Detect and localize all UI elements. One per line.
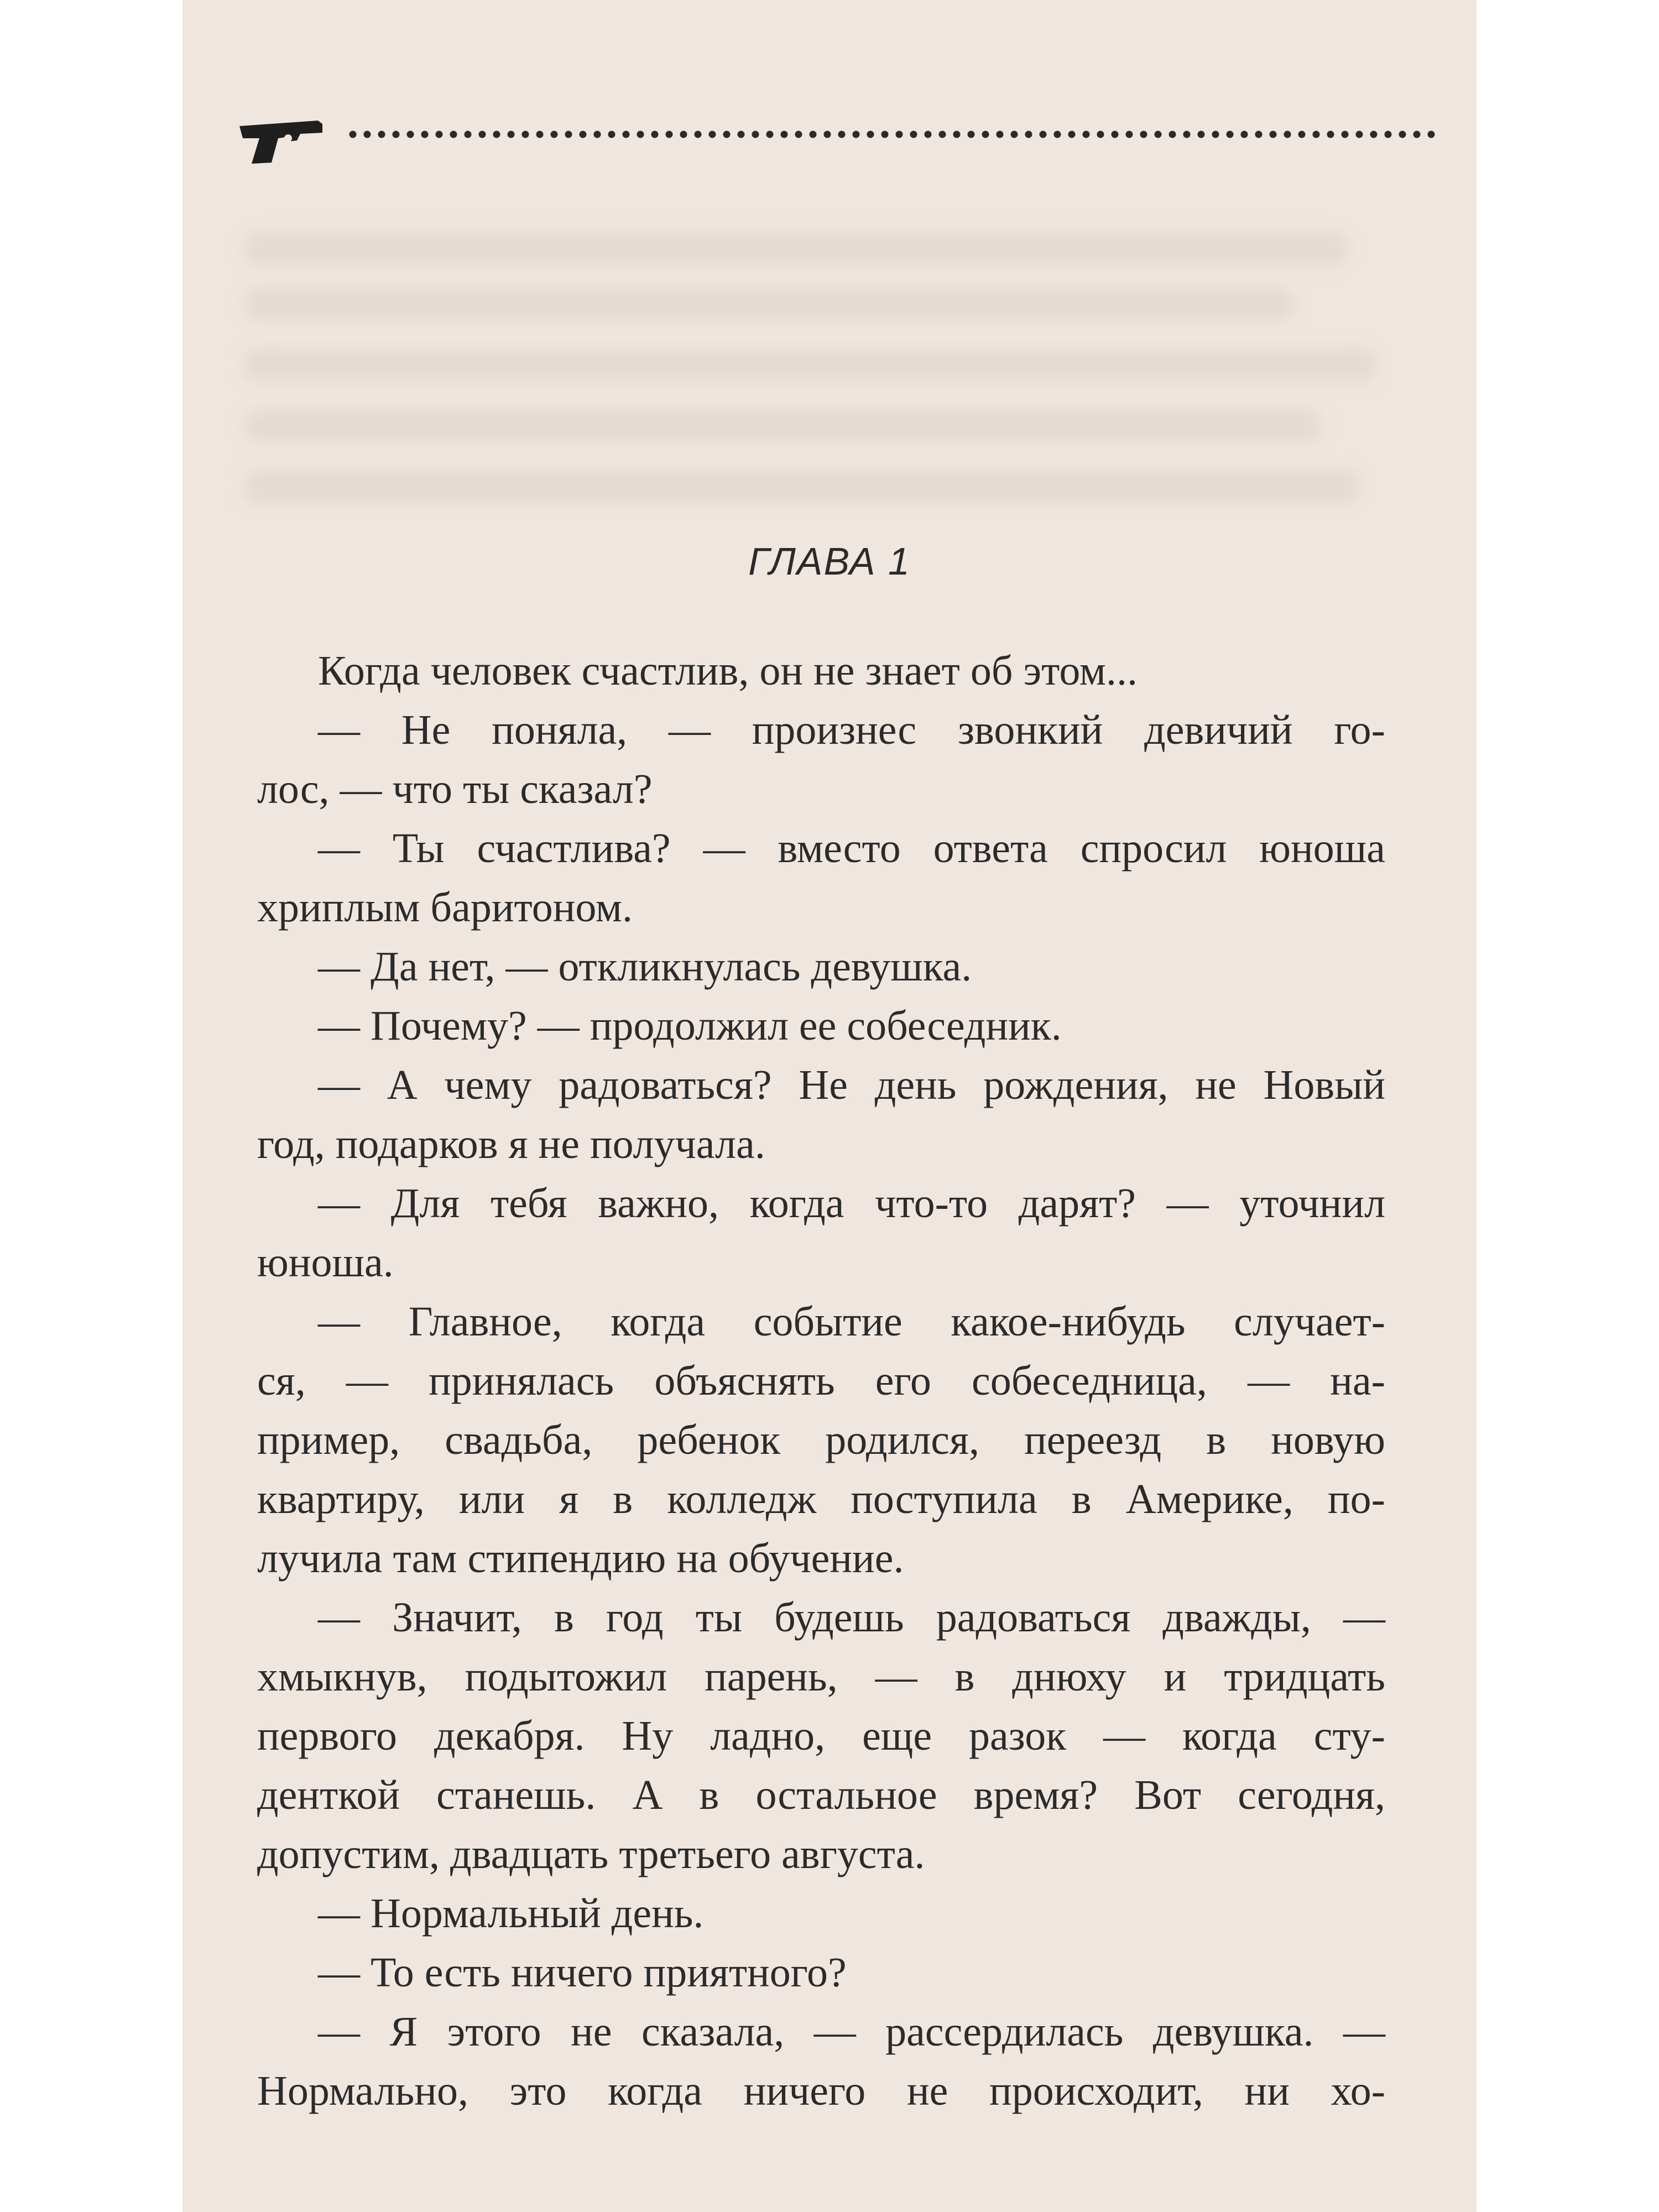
text-line: — Главное, когда событие какое-нибудь случает- xyxy=(318,1298,1385,1345)
text-line: пример, свадьба, ребенок родился, переезд в новую xyxy=(257,1417,1385,1463)
text-line: — Да нет, — откликнулась девушка. xyxy=(318,943,972,990)
text-line: — То есть ничего приятного? xyxy=(318,1949,847,1996)
revolver-icon xyxy=(235,116,329,166)
text-line: хмыкнув, подытожил парень, — в днюху и тридцать xyxy=(257,1653,1385,1700)
show-through-shadow xyxy=(243,232,1349,265)
text-line: квартиру, или я в колледж поступила в Америке, по- xyxy=(257,1476,1385,1522)
text-line: денткой станешь. А в остальное время? Вот сегодня, xyxy=(257,1772,1385,1818)
header-ornament xyxy=(235,111,1441,160)
text-line: — Ты счастлива? — вместо ответа спросил юноша xyxy=(318,825,1385,872)
show-through-shadow xyxy=(243,288,1294,321)
text-line: лос, — что ты сказал? xyxy=(257,766,653,812)
text-line: год, подарков я не получала. xyxy=(257,1121,765,1167)
text-line: — А чему радоваться? Не день рождения, не Новый xyxy=(318,1062,1385,1108)
body-text xyxy=(257,641,1385,2121)
text-line: лучила там стипендию на обучение. xyxy=(257,1535,904,1582)
text-line: хриплым баритоном. xyxy=(257,884,633,931)
text-line: Когда человек счастлив, он не знает об этом... xyxy=(318,648,1138,694)
text-line: ся, — принялась объяснять его собеседница, — на- xyxy=(257,1358,1385,1404)
text-line: — Нормальный день. xyxy=(318,1890,704,1937)
text-line: — Для тебя важно, когда что-то дарят? — уточнил xyxy=(318,1180,1385,1227)
show-through-shadow xyxy=(243,409,1322,442)
chapter-title: ГЛАВА 1 xyxy=(748,540,911,583)
text-line: — Почему? — продолжил ее собеседник. xyxy=(318,1003,1062,1049)
book-page xyxy=(182,0,1477,2212)
dotted-rule xyxy=(346,131,1441,138)
text-line: допустим, двадцать третьего августа. xyxy=(257,1831,925,1877)
text-line: — Значит, в год ты будешь радоваться дважды, — xyxy=(318,1594,1385,1641)
show-through-shadow xyxy=(243,470,1360,503)
text-line: юноша. xyxy=(257,1239,394,1286)
text-line: — Не поняла, — произнес звонкий девичий го- xyxy=(318,707,1385,753)
show-through-shadow xyxy=(243,348,1377,382)
text-line: первого декабря. Ну ладно, еще разок — когда сту- xyxy=(257,1713,1385,1759)
text-line: — Я этого не сказала, — рассердилась девушка. — xyxy=(318,2008,1385,2055)
text-line: Нормально, это когда ничего не происходит, ни хо- xyxy=(257,2068,1385,2114)
